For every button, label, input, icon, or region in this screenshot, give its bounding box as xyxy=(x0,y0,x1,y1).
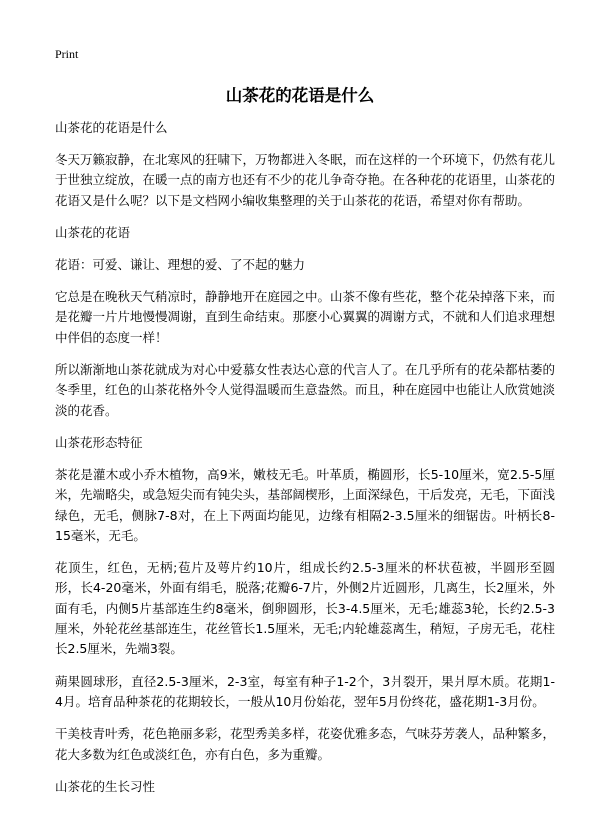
paragraph: 蒴果圆球形，直径2.5-3厘米，2-3室，每室有种子1-2个，3爿裂开，果爿厚木质。花期1-4月。培育品种茶花的花期较长，一般从10月份始花，翌年5月份终花，盛花期1-3月份。 xyxy=(55,673,555,709)
paragraph: 花语：可爱、谦让、理想的爱、了不起的魅力 xyxy=(55,256,306,272)
document-body xyxy=(55,118,555,809)
section-heading: 山茶花的花语 xyxy=(55,224,131,240)
section-heading: 山茶花的生长习性 xyxy=(55,778,156,794)
paragraph: 所以渐渐地山茶花就成为对心中爱慕女性表达心意的代言人了。在几乎所有的花朵都枯萎的冬季里，红色的山茶花格外令人觉得温暖而生意盎然。而且，种在庭园中也能让人欣赏她淡淡的花香。 xyxy=(55,362,556,418)
paragraph: 茶花是灌木或小乔木植物，高9米，嫩枝无毛。叶革质，椭圆形，长5-10厘米，宽2.5-5厘米，先端略尖，或急短尖而有钝尖头，基部阔楔形，上面深绿色，干后发亮，无毛，下面浅绿色，无毛，侧脉7-8对，在上下两面均能见，边缘有相隔2-3.5厘米的细锯齿。叶柄长8-15毫米，无毛。 xyxy=(55,466,556,543)
paragraph: 干美枝青叶秀，花色艳丽多彩，花型秀美多样，花姿优雅多态，气味芬芳袭人，品种繁多，花大多数为红色或淡红色，亦有白色，多为重瓣。 xyxy=(55,726,556,762)
section-heading: 山茶花的花语是什么 xyxy=(55,120,168,135)
paragraph: 它总是在晚秋天气稍凉时，静静地开在庭园之中。山茶不像有些花，整个花朵掉落下来，而是花瓣一片片地慢慢凋谢，直到生命结束。那麽小心翼翼的凋谢方式，不就和人们追求理想中伴侣的态度一样！ xyxy=(55,289,556,345)
page-title: 山茶花的花语是什么 xyxy=(225,86,375,105)
section-heading: 山茶花形态特征 xyxy=(55,434,143,450)
paragraph: 花顶生，红色，无柄;苞片及萼片约10片，组成长约2.5-3厘米的杯状苞被，半圆形至圆形，长4-20毫米，外面有绢毛，脱落;花瓣6-7片，外侧2片近圆形，几离生，长2厘米，外面有毛，内侧5片基部连生约8毫米，倒卵圆形，长3-4.5厘米，无毛;雄蕊3轮，长约2.5-3厘米，外轮花丝基部连生，花丝管长1.5厘米，无毛;内轮雄蕊离生，稍短，子房无毛，花柱长2.5厘米，先端3裂。 xyxy=(55,560,555,657)
paragraph: 冬天万籁寂静，在北寒风的狂啸下，万物都进入冬眠，而在这样的一个环境下，仍然有花儿于世独立绽放，在暖一点的南方也还有不少的花儿争奇夺艳。在各种花的花语里，山茶花的花语又是什么呢？以下是文档网小编收集整理的关于山茶花的花语，希望对你有帮助。 xyxy=(55,152,556,208)
print-link[interactable]: Print xyxy=(55,47,79,61)
